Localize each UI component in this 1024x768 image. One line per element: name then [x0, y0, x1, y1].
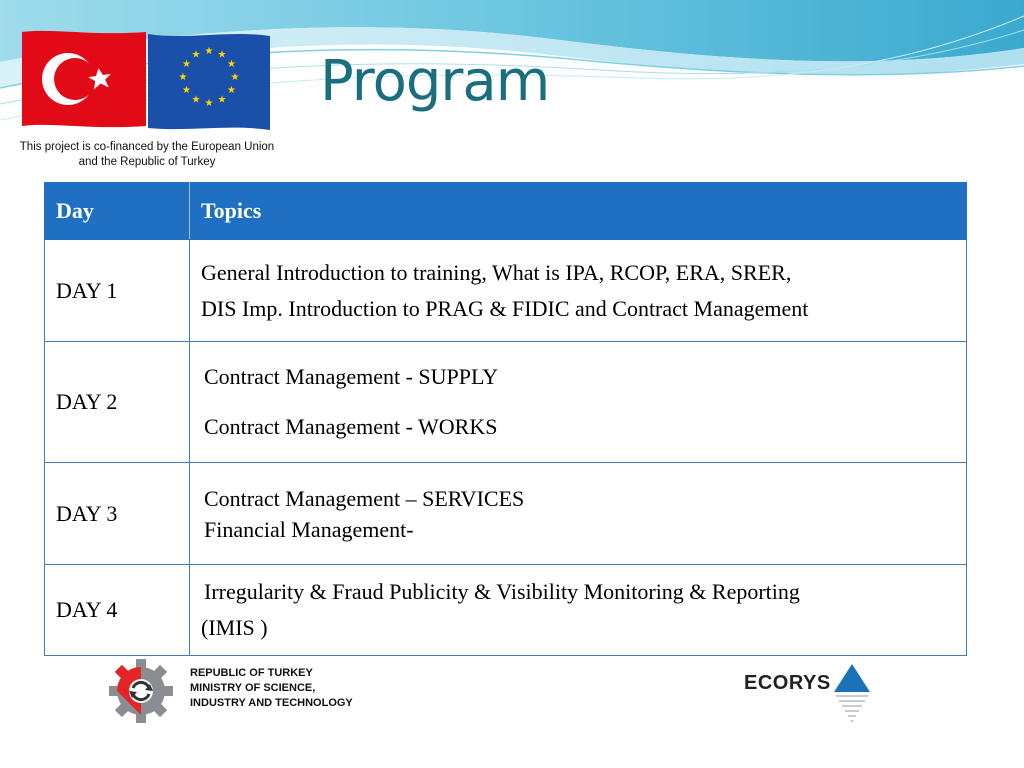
svg-text:★: ★	[191, 49, 201, 61]
topics-cell	[190, 463, 967, 565]
day-cell: DAY 1	[45, 240, 190, 342]
svg-text:★: ★	[191, 94, 201, 106]
day-cell: DAY 3	[45, 463, 190, 565]
topic-line: Financial Management-	[204, 516, 414, 542]
table-row	[45, 342, 967, 463]
ministry-line: REPUBLIC OF TURKEY	[190, 667, 313, 679]
table-row	[45, 240, 967, 342]
svg-text:★: ★	[230, 72, 240, 83]
table-header-row	[45, 183, 967, 240]
svg-text:★: ★	[217, 49, 227, 61]
svg-text:★: ★	[227, 59, 236, 70]
topic-line: Contract Management - WORKS	[204, 414, 498, 439]
eu-flag-icon	[148, 30, 270, 132]
svg-text:★: ★	[217, 94, 227, 106]
topics-cell	[190, 565, 967, 656]
svg-text:★: ★	[204, 46, 214, 57]
svg-text:★: ★	[178, 72, 188, 83]
topics-cell	[190, 342, 967, 463]
ministry-line: MINISTRY OF SCIENCE,	[190, 682, 316, 694]
table-row	[45, 565, 967, 656]
program-table	[44, 182, 967, 656]
svg-text:★: ★	[227, 85, 236, 96]
topic-line: General Introduction to training, What is IPA, RCOP, ERA, SRER,	[201, 259, 792, 285]
svg-text:★: ★	[182, 59, 191, 70]
topic-line: Irregularity & Fraud Publicity & Visibility Monitoring & Reporting	[204, 579, 800, 604]
ministry-gear-logo-icon	[100, 658, 182, 724]
topic-line: (IMIS )	[201, 615, 268, 640]
ministry-name	[190, 666, 353, 711]
svg-text:★: ★	[204, 98, 214, 109]
topic-line: Contract Management - SUPPLY	[204, 364, 499, 389]
ecorys-triangle-logo-icon	[834, 664, 870, 724]
day-cell: DAY 2	[45, 342, 190, 463]
svg-text:★: ★	[182, 85, 191, 96]
ecorys-label: ECORYS	[744, 672, 831, 694]
ministry-line: INDUSTRY AND TECHNOLOGY	[190, 697, 353, 709]
day-cell: DAY 4	[45, 565, 190, 656]
turkish-flag-icon	[22, 28, 146, 130]
table-row	[45, 463, 967, 565]
cofinanced-notice: This project is co-financed by the European Union and the Republic of Turkey	[19, 141, 275, 168]
column-header-topics: Topics	[190, 183, 967, 240]
topics-cell	[190, 240, 967, 342]
page-title: Program	[320, 49, 550, 114]
topic-line: DIS Imp. Introduction to PRAG & FIDIC and Contract Management	[201, 295, 809, 321]
topic-line: Contract Management – SERVICES	[204, 485, 525, 511]
column-header-day: Day	[45, 183, 190, 240]
